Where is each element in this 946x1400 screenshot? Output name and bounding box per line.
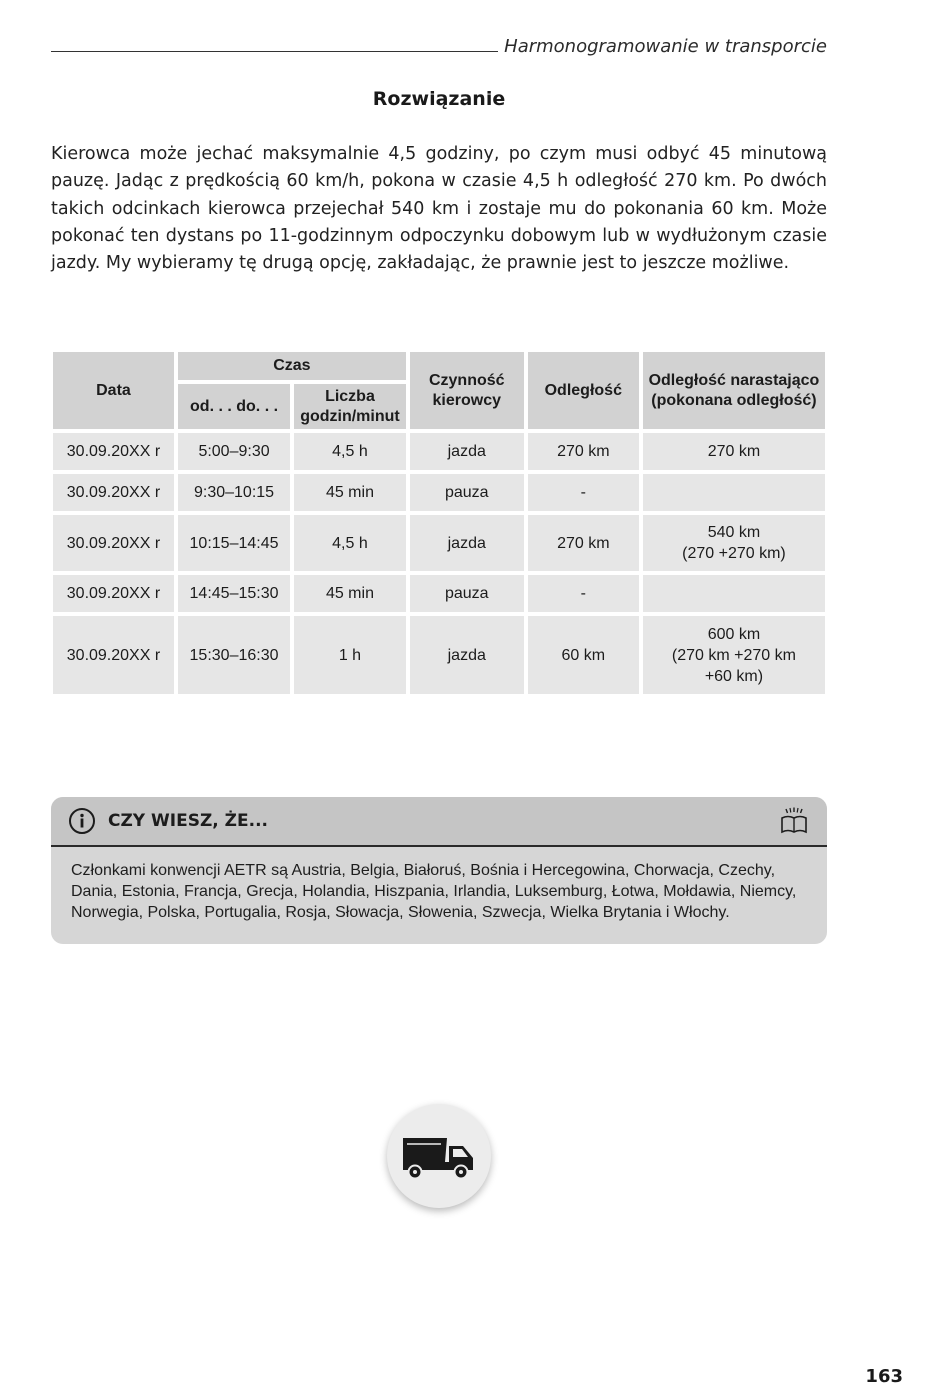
cumulative-line: (270 +270 km) (682, 545, 786, 562)
header-from-to: od. . . do. . . (178, 384, 290, 429)
cumulative-line: 600 km (707, 625, 761, 643)
header-count: Liczba godzin/minut (294, 384, 406, 429)
header-time-group: Czas (178, 352, 406, 380)
cell-activity: jazda (410, 616, 524, 694)
schedule-table (49, 348, 829, 698)
did-you-know-text: Członkami konwencji AETR są Austria, Belgia, Białoruś, Bośnia i Hercegowina, Chorwacja, Czechy, Dania, Estonia, Francja, Grecja, Holandia, Hiszpania, Irlandia, Luksemburg, Łotwa, Mołdawia, Niemcy, Norwegia, Polska, Portugalia, Rosja, Słowacja, Słowenia, Szwecja, Wielka Brytania i Włochy. (71, 862, 797, 921)
cumulative-line: (270 km +270 km (671, 646, 796, 664)
table-row (53, 575, 825, 612)
cell-distance: 270 km (528, 433, 639, 470)
cell-time: 15:30–16:30 (178, 616, 290, 694)
cell-activity: pauza (410, 575, 524, 612)
did-you-know-header (51, 797, 827, 847)
header-rule (51, 51, 498, 52)
cell-count: 4,5 h (294, 433, 406, 470)
cumulative-line: 540 km (707, 524, 761, 541)
cell-count: 45 min (294, 575, 406, 612)
header-activity: Czynność kierowcy (410, 352, 524, 429)
cell-cumulative (643, 515, 825, 571)
cell-date: 30.09.20XX r (53, 474, 174, 511)
cell-distance: 270 km (528, 515, 639, 571)
table-row (53, 515, 825, 571)
cell-distance: - (528, 474, 639, 511)
cell-time: 10:15–14:45 (178, 515, 290, 571)
header-cumulative: Odległość narastająco (pokonana odległość) (643, 352, 825, 429)
running-head-title: Harmonogramowanie w transporcie (504, 36, 827, 57)
cell-count: 1 h (294, 616, 406, 694)
table-row (53, 616, 825, 694)
page-number: 163 (865, 1366, 903, 1387)
cell-cumulative (643, 433, 825, 470)
did-you-know-box (51, 797, 827, 944)
cell-distance: 60 km (528, 616, 639, 694)
header-distance: Odległość (528, 352, 639, 429)
truck-badge (387, 1104, 491, 1208)
did-you-know-title: CZY WIESZ, ŻE... (108, 811, 268, 831)
cell-count: 4,5 h (294, 515, 406, 571)
cell-distance: - (528, 575, 639, 612)
cell-date: 30.09.20XX r (53, 616, 174, 694)
cell-activity: pauza (410, 474, 524, 511)
header-date: Data (53, 352, 174, 429)
info-icon (68, 807, 96, 835)
dump-truck-icon (401, 1132, 477, 1180)
cell-time: 14:45–15:30 (178, 575, 290, 612)
running-head (51, 31, 827, 57)
cell-cumulative (643, 616, 825, 694)
solution-paragraph: Kierowca może jechać maksymalnie 4,5 godziny, po czym musi odbyć 45 minutową pauzę. Jadąc z prędkością 60 km/h, pokona w czasie 4,5 h odległość 270 km. Po dwóch takich odcinkach kierowca przejechał 540 km i zostaje mu do pokonania 60 km. Może pokonać ten dystans po 11-godzinnym odpoczynku dobowym lub w wydłużonym czasie jazdy. My wybieramy tę drugą opcję, zakładając, że prawnie jest to jeszcze możliwe. (51, 144, 827, 274)
cell-date: 30.09.20XX r (53, 433, 174, 470)
cell-date: 30.09.20XX r (53, 575, 174, 612)
cumulative-line: +60 km) (704, 667, 764, 685)
cell-cumulative (643, 575, 825, 612)
cumulative-line: 270 km (707, 443, 761, 460)
cell-time: 5:00–9:30 (178, 433, 290, 470)
table-row (53, 433, 825, 470)
cell-activity: jazda (410, 433, 524, 470)
cell-count: 45 min (294, 474, 406, 511)
cell-time: 9:30–10:15 (178, 474, 290, 511)
table-row (53, 474, 825, 511)
cell-cumulative (643, 474, 825, 511)
cell-activity: jazda (410, 515, 524, 571)
open-book-icon (779, 806, 809, 836)
section-heading: Rozwiązanie (372, 88, 506, 110)
cell-date: 30.09.20XX r (53, 515, 174, 571)
